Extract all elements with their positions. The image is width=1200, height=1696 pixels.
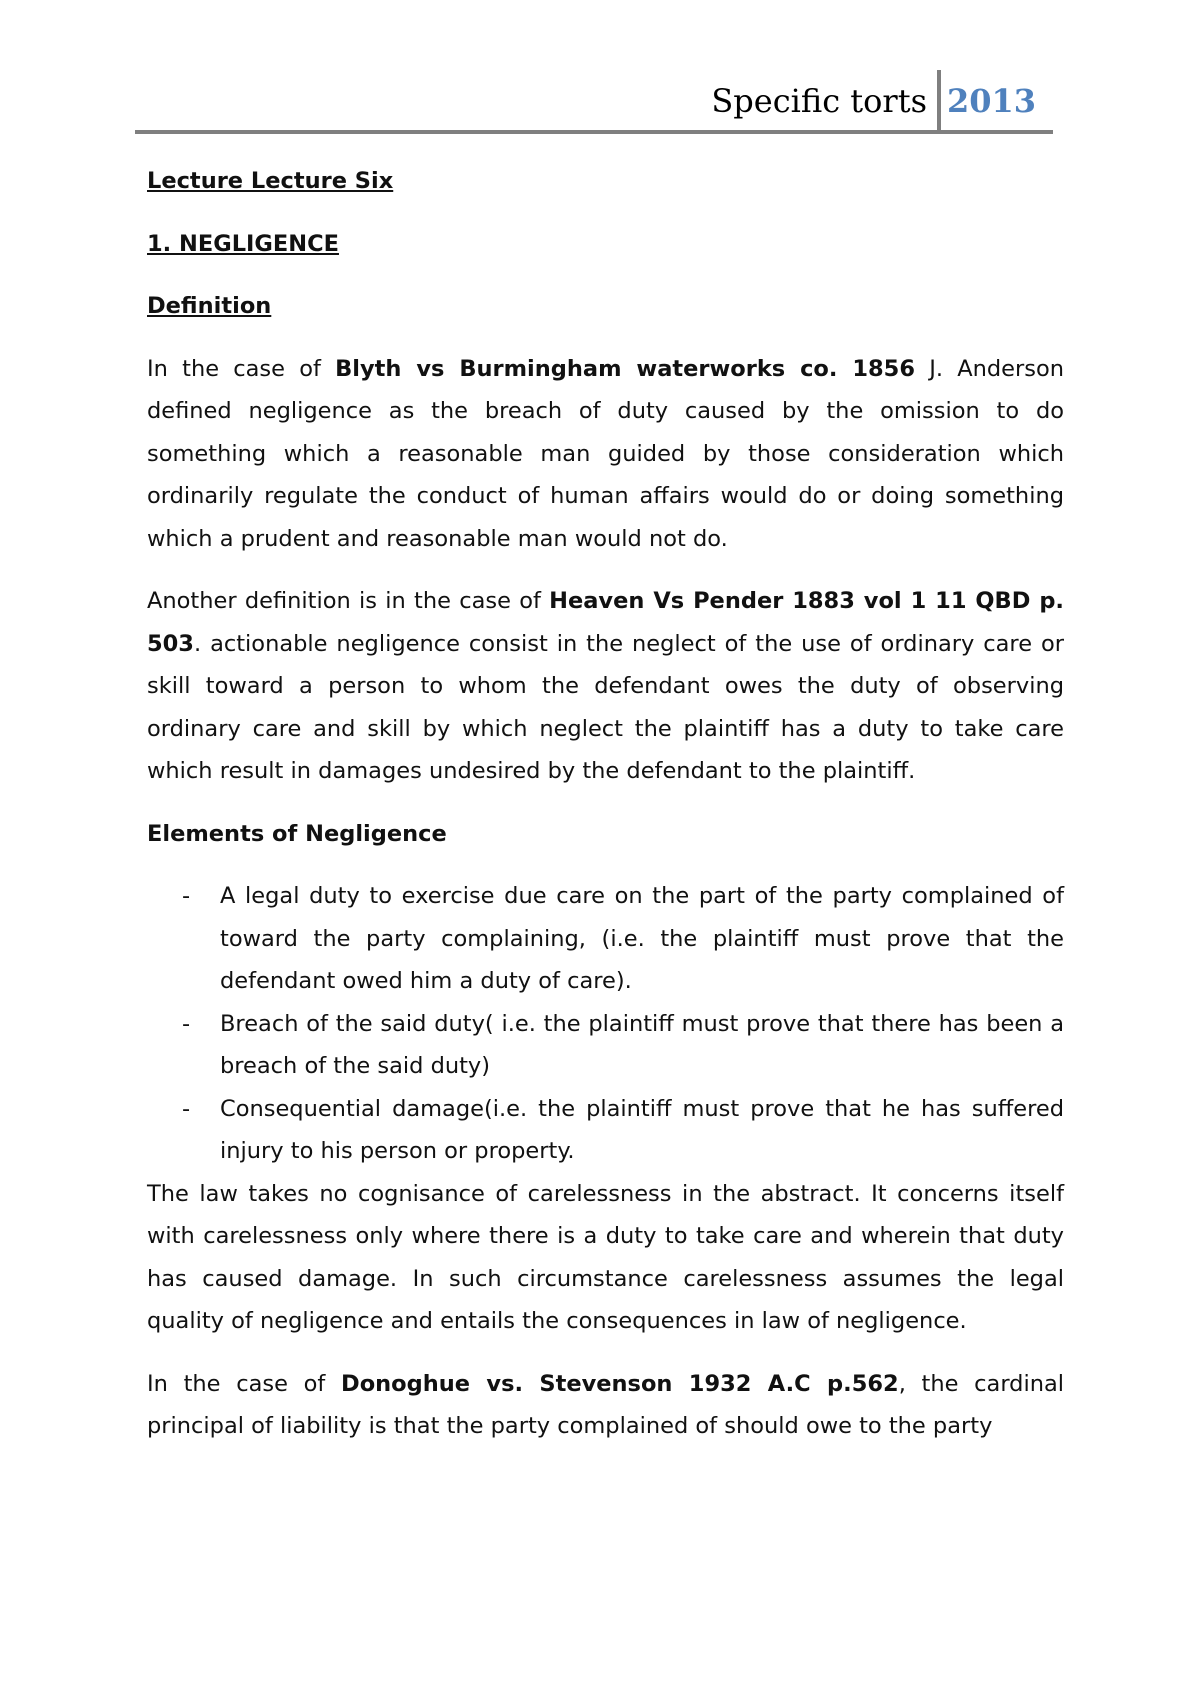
lecture-title: Lecture Lecture Six: [147, 168, 394, 194]
header-rule: [135, 130, 1053, 134]
list-item-text: A legal duty to exercise due care on the part of the party complained of toward the party complaining, (i.e. the plaintiff must prove that the defendant owed him a duty of care).: [220, 883, 1064, 994]
donoghue-paragraph: [147, 1363, 1064, 1448]
bullet-dash: -: [182, 1010, 191, 1037]
bullet-dash: -: [182, 883, 191, 909]
list-item: [147, 1088, 1064, 1173]
definition-paragraph-1: [147, 348, 1064, 561]
elements-list: [147, 875, 1064, 1173]
para4-post: , the cardinal principal of liability is that the party complained of should owe to the party: [147, 1370, 1065, 1439]
para1-pre: In the case of: [147, 355, 336, 382]
definition-paragraph-2: [147, 580, 1064, 793]
header-divider: [937, 70, 941, 130]
bullet-dash: -: [182, 1095, 191, 1122]
case-citation-heaven: Heaven Vs Pender 1883 vol 1 11 QBD p. 503: [147, 588, 1064, 657]
header-title: Specific torts: [711, 82, 927, 120]
list-item: [147, 875, 1064, 1003]
case-citation-donoghue: Donoghue vs. Stevenson 1932 A.C p.562: [341, 1370, 899, 1397]
list-item: [147, 1003, 1064, 1088]
para1-post: J. Anderson defined negligence as the breach of duty caused by the omission to do something which a reasonable man guided by those consideration which ordinarily regulate the conduct of human affairs would do or doing something which a prudent and reasonable man would not do.: [147, 355, 1065, 552]
para2-post: . actionable negligence consist in the neglect of the use of ordinary care or skill toward a person to whom the defendant owes the duty of observing ordinary care and skill by which neglect the plaintiff has a duty to take care which result in damages undesired by the defendant to the plaintiff.: [147, 630, 1064, 784]
document-body: [147, 160, 1064, 1468]
section-title: 1. NEGLIGENCE: [147, 230, 339, 257]
list-item-text: Consequential damage(i.e. the plaintiff must prove that he has suffered injury to his person or property.: [220, 1095, 1064, 1164]
carelessness-paragraph: The law takes no cognisance of carelessness in the abstract. It concerns itself with carelessness only where there is a duty to take care and wherein that duty has caused damage. In such circumstance carelessness assumes the legal quality of negligence and entails the consequences in law of negligence.: [147, 1180, 1064, 1334]
header-year: 2013: [946, 82, 1036, 120]
para2-pre: Another definition is in the case of: [147, 588, 550, 614]
list-item-text: Breach of the said duty( i.e. the plaintiff must prove that there has been a breach of the said duty): [220, 1010, 1064, 1079]
para4-pre: In the case of: [147, 1370, 342, 1397]
page-header: [135, 62, 1053, 134]
case-citation-blyth: Blyth vs Burmingham waterworks co. 1856: [335, 355, 915, 382]
elements-heading: Elements of Negligence: [147, 820, 447, 847]
definition-heading: Definition: [147, 293, 272, 319]
